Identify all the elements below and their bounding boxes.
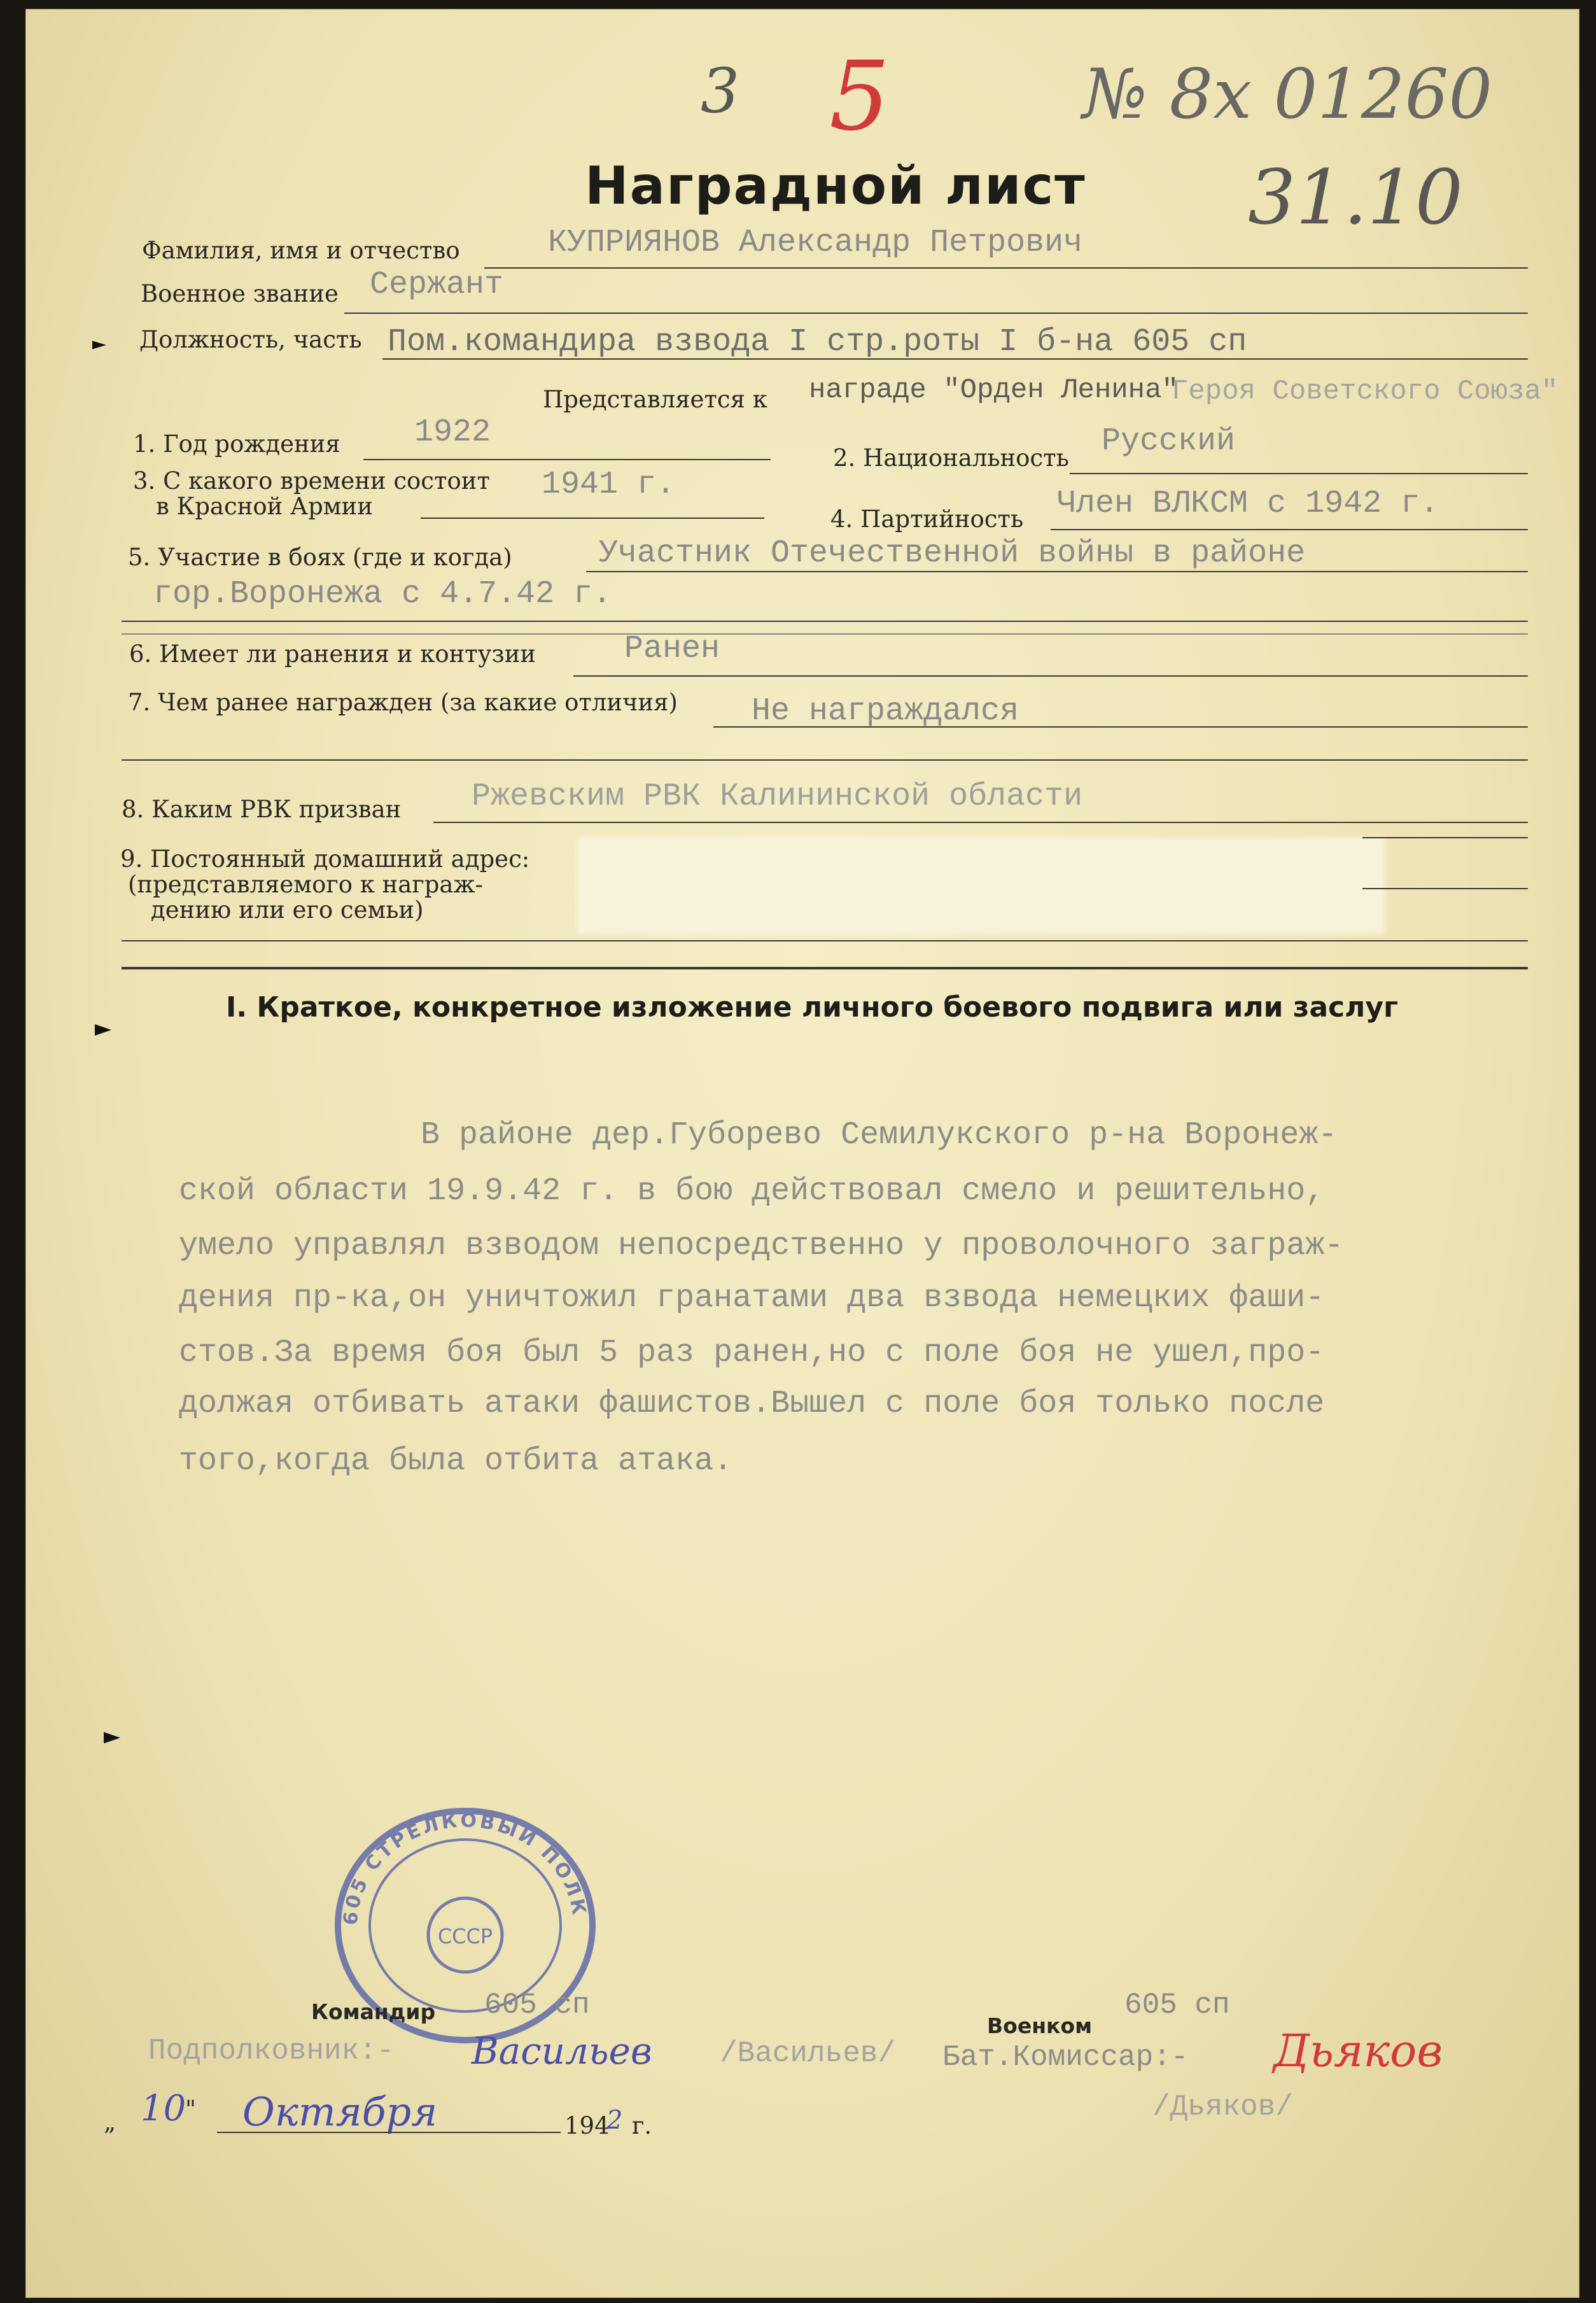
rank-label: Военное звание xyxy=(141,280,339,307)
birth-year-value: 1922 xyxy=(414,414,491,451)
awards-value: Не награждался xyxy=(752,693,1019,729)
date-year-digit: 2 xyxy=(606,2106,623,2135)
wounds-value: Ранен xyxy=(624,631,720,667)
battles-value-2: гор.Воронежа с 4.7.42 г. xyxy=(153,576,612,612)
position-line xyxy=(382,358,1528,360)
address-line-3 xyxy=(122,940,1528,941)
section-title: I. Краткое, конкретное изложение личного боевого подвига или заслуг xyxy=(226,991,1398,1024)
date-suffix: г. xyxy=(632,2112,652,2139)
rvk-value: Ржевским РВК Калининской области xyxy=(472,778,1083,815)
address-line-1 xyxy=(1362,837,1528,838)
body-line: дения пр-ка,он уничтожил гранатами два взвода немецких фаши- xyxy=(179,1280,1325,1316)
name-line xyxy=(484,267,1528,269)
army-since-label-1: 3. С какого времени состоит xyxy=(133,467,490,495)
handwritten-number-3: 3 xyxy=(701,55,740,127)
name-value: КУПРИЯНОВ Александр Петрович xyxy=(548,225,1083,261)
presented-label: Представляется к xyxy=(543,386,767,413)
handwritten-red-number: 5 xyxy=(829,41,890,152)
punch-hole xyxy=(104,1728,120,1747)
svg-text:605 СТРЕЛКОВЫЙ ПОЛК xyxy=(340,1810,591,1926)
commissar-label: Военком xyxy=(987,2013,1093,2038)
date-month: Октября xyxy=(242,2088,438,2135)
commissar-signature: Дьяков xyxy=(1273,2025,1443,2077)
body-line: В районе дер.Губорево Семилукского р-на Воронеж- xyxy=(421,1117,1338,1153)
body-line: ской области 19.9.42 г. в бою действовал смело и решительно, xyxy=(179,1173,1325,1209)
position-label: Должность, часть xyxy=(139,326,362,353)
position-value: Пом.командира взвода I стр.роты I б-на 605 сп xyxy=(388,324,1247,360)
date-line xyxy=(217,2132,561,2133)
presented-value-2: Героя Советского Союза" xyxy=(1172,376,1558,407)
address-label-1: 9. Постоянный домашний адрес: xyxy=(120,845,530,873)
party-label: 4. Партийность xyxy=(830,505,1024,533)
commander-rank: Подполковник:- xyxy=(148,2034,395,2067)
commander-unit: 605 сп xyxy=(484,1989,590,2022)
battles-line-1 xyxy=(586,571,1528,572)
party-line xyxy=(1051,529,1528,530)
section-divider xyxy=(122,967,1528,969)
commander-signature: Васильев xyxy=(472,2029,652,2073)
punch-hole xyxy=(95,1020,111,1039)
stamp-center-text: СССР xyxy=(437,1924,493,1948)
battles-label: 5. Участие в боях (где и когда) xyxy=(128,544,512,571)
rank-value: Сержант xyxy=(370,267,504,303)
nationality-line xyxy=(1070,473,1528,474)
nationality-value: Русский xyxy=(1102,423,1236,460)
nationality-label: 2. Национальность xyxy=(833,444,1069,472)
address-label-3: дению или его семьи) xyxy=(151,896,424,924)
awards-line-1 xyxy=(713,726,1528,728)
army-since-value: 1941 г. xyxy=(542,467,676,503)
commander-label: Командир xyxy=(311,1999,436,2024)
body-line: должая отбивать атаки фашистов.Вышел с поле боя только после xyxy=(179,1386,1325,1422)
date-open-quote: „ xyxy=(104,2108,116,2136)
rank-line xyxy=(344,313,1528,314)
army-since-line xyxy=(421,518,764,519)
presented-value-1: награде "Орден Ленина" xyxy=(809,374,1179,406)
birth-year-label: 1. Год рождения xyxy=(133,430,340,458)
punch-hole xyxy=(92,338,106,352)
battles-line-2 xyxy=(122,621,1528,622)
document-page xyxy=(25,9,1579,2298)
birth-year-line xyxy=(363,459,771,460)
address-redaction xyxy=(577,837,1385,934)
wounds-label: 6. Имеет ли ранения и контузии xyxy=(129,640,536,668)
body-line: умело управлял взводом непосредственно у проволочного заграж- xyxy=(179,1228,1344,1264)
awards-label: 7. Чем ранее награжден (за какие отличия) xyxy=(128,689,678,716)
body-line: того,когда была отбита атака. xyxy=(179,1443,733,1479)
wounds-line xyxy=(573,675,1528,677)
commissar-rank: Бат.Комиссар:- xyxy=(942,2041,1189,2074)
army-since-label-2: в Красной Армии xyxy=(156,493,373,520)
battles-line-3 xyxy=(122,633,1528,635)
name-label: Фамилия, имя и отчество xyxy=(142,237,460,264)
address-line-2 xyxy=(1362,888,1528,889)
body-line: стов.За время боя был 5 раз ранен,но с поле боя не ушел,про- xyxy=(179,1335,1325,1371)
date-year-prefix: 194 xyxy=(564,2112,610,2139)
battles-value-1: Участник Отечественной войны в районе xyxy=(599,535,1306,572)
address-label-2: (представляемого к награж- xyxy=(128,871,484,898)
rvk-line xyxy=(433,822,1528,823)
commissar-name: /Дьяков/ xyxy=(1152,2090,1293,2123)
date-close-quote: " xyxy=(185,2095,197,2123)
archive-number: № 8х 01260 xyxy=(1082,55,1493,134)
date-mark: 31.10 xyxy=(1248,153,1463,241)
stamp-text: 605 СТРЕЛКОВЫЙ ПОЛК xyxy=(339,1809,591,1926)
party-value: Член ВЛКСМ с 1942 г. xyxy=(1057,486,1439,522)
date-day: 10 xyxy=(141,2088,186,2129)
awards-line-2 xyxy=(122,759,1528,761)
commander-name: /Васильев/ xyxy=(720,2037,896,2070)
rvk-label: 8. Каким РВК призван xyxy=(122,796,402,823)
document-title: Наградной лист xyxy=(585,156,1086,216)
commissar-unit: 605 сп xyxy=(1124,1989,1230,2022)
